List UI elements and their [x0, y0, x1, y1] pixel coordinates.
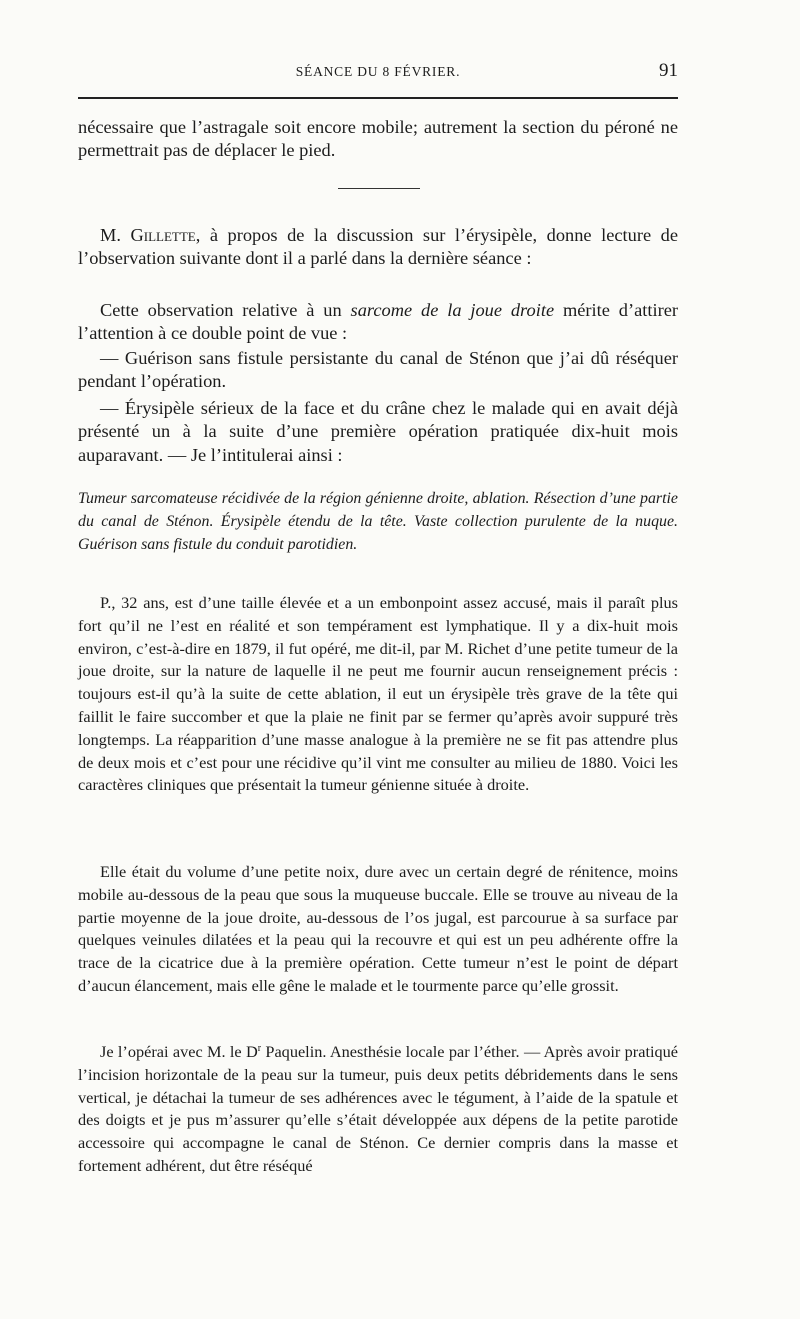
continuation-paragraph: nécessaire que l’astragale soit encore mobile; autrement la section du péroné ne permettrait pas de déplacer le pied. — [78, 117, 678, 161]
summary-title: Tumeur sarcomateuse récidivée de la région génienne droite, ablation. Résection d’une partie du canal de Sténon. Érysipèle étendu de la tête. Vaste collection purulente de la nuque. Guérison sans fistule du conduit parotidien. — [78, 490, 678, 553]
header-rule — [78, 97, 678, 99]
page-number: 91 — [659, 60, 678, 81]
observation-post: mérite d’attirer l’attention à ce double point de vue : — [78, 300, 679, 344]
running-head — [78, 60, 678, 90]
intro-text: , à propos de la discussion sur l’érysipèle, donne lecture de l’observation suivante dont il a parlé dans la dernière séance : — [78, 225, 678, 269]
observation-emphasis: sarcome de la joue droite — [350, 300, 555, 320]
tumor-paragraph: Elle était du volume d’une petite noix, dure avec un certain degré de rénitence, moins mobile au-dessous de la peau que sous la muqueuse buccale. Elle se trouve au niveau de la partie moyenne de la joue droite, au-dessous de l’os jugal, est parcourue à sa surface par quelques veinules dilatées et la peau qui la recouvre et qui est un peu adhérente offre la trace de la cicatrice due à la première opération. Cette tumeur n’est le point de départ d’aucun élancement, mais elle gêne le malade et le tourmente parce qu’elle grossit. — [78, 862, 678, 995]
case-paragraph: P., 32 ans, est d’une taille élevée et a un embonpoint assez accusé, mais il paraît plus fort qu’il ne l’est en réalité et son tempérament est lymphatique. Il y a dix-huit mois environ, c’est-à-dire en 1879, il fut opéré, me dit-il, par M. Richet d’une petite tumeur de la joue droite, sur la nature de laquelle il ne peut me fournir aucun renseignement précis : toujours est-il qu’à la suite de cette ablation, il eut un érysipèle très grave de la tête qui faillit le faire succomber et que la plaie ne finit par se fermer qu’après avoir suppuré très longtemps. La réapparition d’une masse analogue à la première ne se fit pas attendre plus de deux mois et c’est pour une récidive qu’il vint me consulter au milieu de 1880. Voici les caractères cliniques que présentait la tumeur génienne située à droite. — [78, 593, 678, 795]
operation-pre: Je l’opérai avec M. le D — [100, 1042, 258, 1061]
operation-paragraph — [78, 1041, 678, 1178]
section-separator — [338, 188, 420, 189]
operation-post: Paquelin. Anesthésie locale par l’éther. — Après avoir pratiqué l’incision horizontale de la peau sur la tumeur, puis deux petits débridements dans le sens vertical, je détachai la tumeur de ses adhérences avec le tégument, à l’aide de la spatule et des doigts et je pus m’assurer qu’elle s’était développée aux dépens de la petite parotide accessoire qui accompagne le canal de Sténon. Ce dernier compris dans la masse et fortement adhérent, dut être réséqué — [78, 1042, 678, 1175]
speaker-prefix: M. — [100, 225, 131, 245]
point-one: — Guérison sans fistule persistante du canal de Sténon que j’ai dû réséquer pendant l’opération. — [78, 348, 678, 392]
observation-pre: Cette observation relative à un — [100, 300, 351, 320]
intro-paragraph — [78, 224, 678, 271]
observation-paragraph — [78, 299, 678, 346]
speaker-name: Gillette — [130, 225, 196, 245]
running-title: SÉANCE DU 8 FÉVRIER. — [295, 64, 461, 79]
point-two: — Érysipèle sérieux de la face et du crâne chez le malade qui en avait déjà présenté un à la suite d’une première opération pratiquée dix-huit mois auparavant. — Je l’intitulerai ainsi : — [78, 398, 678, 465]
operation-superscript: r — [257, 1043, 262, 1054]
